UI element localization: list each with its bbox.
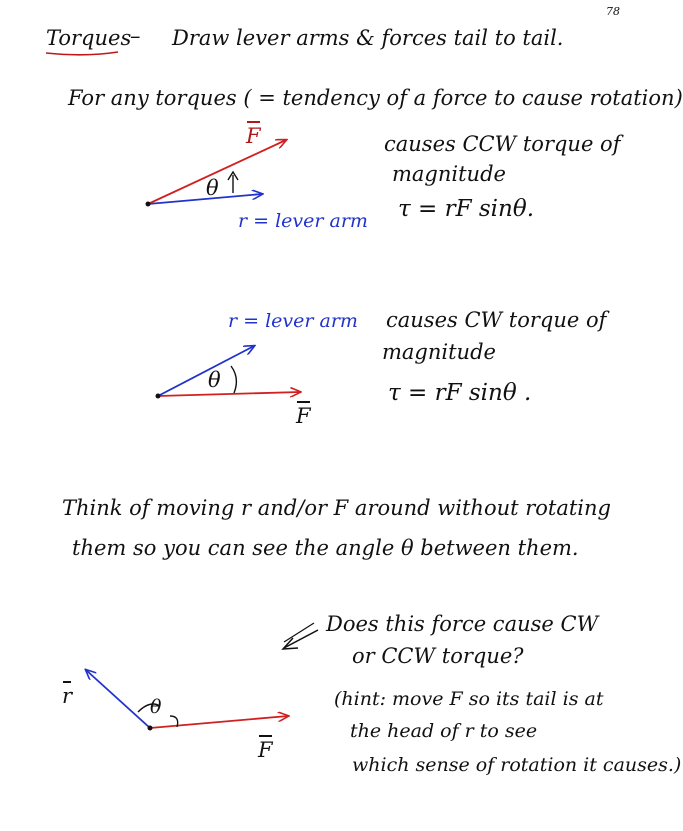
force-label-3: F — [258, 738, 273, 762]
angle-arc-2 — [231, 366, 236, 393]
page-number: 78 — [606, 5, 620, 18]
angle-label-1: θ — [206, 176, 219, 200]
force-vector-3 — [150, 716, 288, 728]
lever-arm-vector-2 — [158, 346, 254, 396]
lever-arm-label-2: r = lever arm — [228, 310, 358, 332]
intro-text: For any torques ( = tendency of a force to cause rotation) — [68, 86, 683, 110]
torque-formula-2: τ = rF sinθ . — [388, 380, 532, 406]
title-dash: – — [130, 24, 141, 48]
hint-line1: (hint: move F so its tail is at — [334, 688, 604, 710]
hint-line2: the head of r to see — [350, 720, 538, 742]
think-line2: them so you can see the angle θ between them. — [72, 536, 579, 560]
torque-note-2-line2: magnitude — [382, 340, 496, 364]
lever-arm-vector-3 — [86, 670, 150, 728]
force-label-2: F — [296, 404, 311, 428]
question-line2: or CCW torque? — [352, 644, 524, 668]
pointer-arrowhead — [283, 638, 298, 649]
pivot-dot-3 — [148, 726, 153, 731]
title-underline — [46, 52, 118, 55]
angle-label-2: θ — [208, 368, 221, 392]
lever-arm-label-1: r = lever arm — [238, 210, 368, 232]
question-line1: Does this force cause CW — [326, 612, 599, 636]
angle-label-3: θ — [150, 696, 162, 718]
pivot-dot-2 — [156, 394, 161, 399]
force-label-1: F — [246, 124, 261, 148]
section-title: Torques — [46, 26, 132, 50]
torque-note-1-line2: magnitude — [392, 162, 506, 186]
header-instruction: Draw lever arms & forces tail to tail. — [172, 26, 564, 50]
lever-arm-label-3: r — [62, 684, 72, 708]
pivot-dot-1 — [146, 202, 151, 207]
hint-line3: which sense of rotation it causes.) — [352, 754, 682, 776]
torque-note-1-line1: causes CCW torque of — [384, 132, 621, 156]
torque-formula-1: τ = rF sinθ. — [398, 196, 535, 222]
force-vector-2 — [158, 392, 300, 396]
torque-note-2-line1: causes CW torque of — [386, 308, 607, 332]
think-line1: Think of moving r and/or F around without rotating — [62, 496, 611, 520]
